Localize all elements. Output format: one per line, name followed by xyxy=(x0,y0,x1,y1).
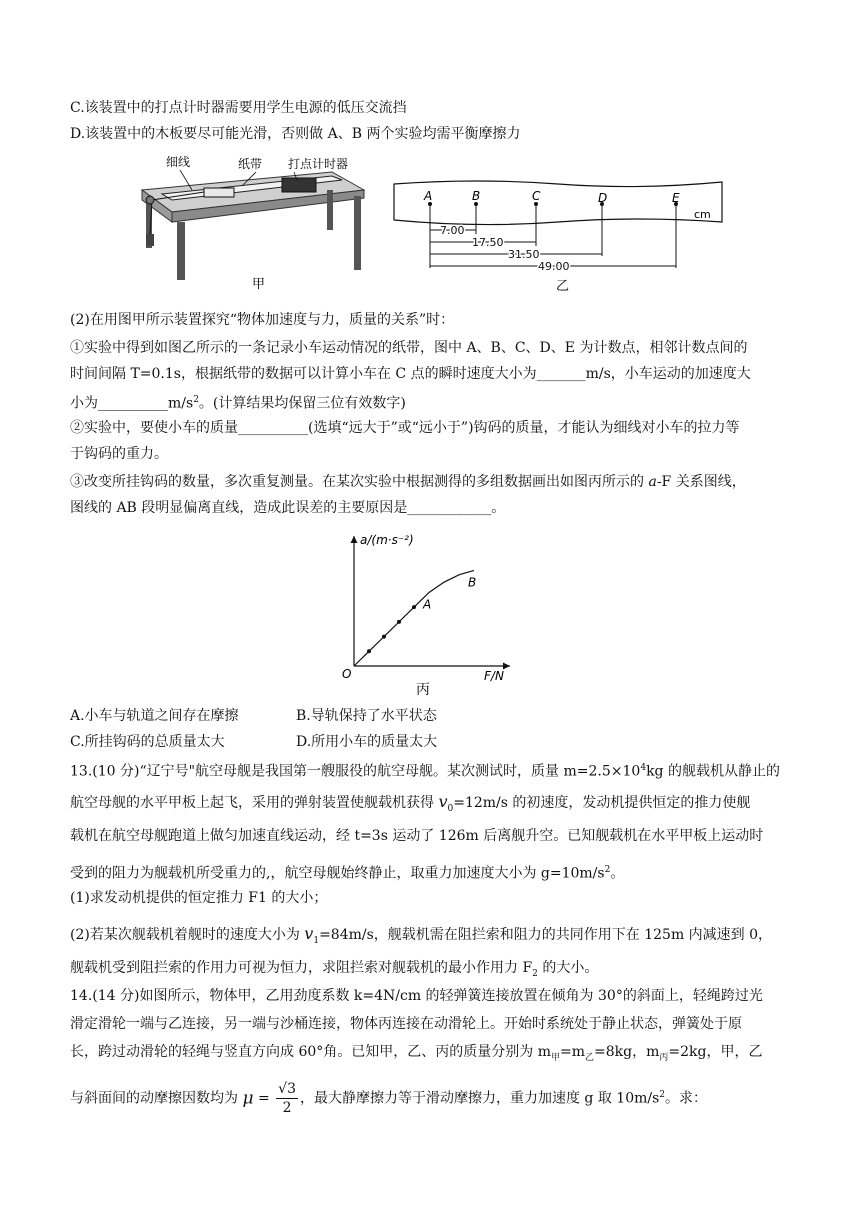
caption-yi: 乙 xyxy=(556,279,570,294)
part2-q1-line1: ①实验中得到如图乙所示的一条记录小车运动情况的纸带，图中 A、B、C、D、E 为计数点，相邻计数点间的 xyxy=(70,340,748,356)
option-d-bottom: D.所用小车的质量太大 xyxy=(296,734,438,750)
y-axis-label: a/(m·s⁻²) xyxy=(360,533,414,547)
dist-ae: 49.00 xyxy=(538,260,570,273)
part2-q3-line1: ③改变所挂钩码的数量，多次重复测量。在某次实验中根据测得的多组数据画出如图丙所示的 a-F 关系图线， xyxy=(70,474,746,490)
data-point xyxy=(382,635,386,639)
tape-label-e: E xyxy=(672,191,680,205)
q13-line4: 受到的阻力为舰载机所受重力的,，航空母舰始终静止，取重力加速度大小为 $g=10m/s^2$。 xyxy=(70,865,625,882)
tape-label-d: D xyxy=(598,191,608,205)
data-point xyxy=(397,620,401,624)
option-b-bottom: B.导轨保持了水平状态 xyxy=(296,708,437,724)
mu-fraction: $\frac{√3}{2}$ xyxy=(278,1081,296,1116)
part2-q1-line3: 小为$\_\_\_\_\_\_\_\_\_\_m/s^2$。(计算结果均保留三位有效数字) xyxy=(70,395,406,412)
q14-line1: 14.(14 分)如图所示，物体甲，乙用劲度系数 k=4N/cm 的轻弹簧连接放置在倾角为 30°的斜面上，轻绳跨过光 xyxy=(70,988,763,1004)
point-a-label: A xyxy=(423,597,432,612)
figure-apparatus xyxy=(132,150,372,292)
part2-q1-line2: 时间间隔 T=0.1s，根据纸带的数据可以计算小车在 C 点的瞬时速度大小为_______m/s，小车运动的加速度大 xyxy=(70,366,751,382)
part2-q3-line2: 图线的 AB 段明显偏离直线，造成此误差的主要原因是____________。 xyxy=(70,500,506,516)
q14-line3: 长，跨过动滑轮的轻绳与竖直方向成 60°角。已知甲，乙、丙的质量分别为 $m_甲=m_乙=8kg$，$m_丙=2kg$，甲，乙 xyxy=(70,1044,763,1063)
origin-label: O xyxy=(342,667,352,681)
q13-sub2: (2)若某次舰载机着舰时的速度大小为 $v_1=84m/s$，舰载机需在阻拦索和阻力的共同作用下在 125m 内减速到 0， xyxy=(70,924,773,946)
tape-label-a: A xyxy=(424,189,433,203)
dist-ac: 17.50 xyxy=(472,236,504,249)
tape-unit: cm xyxy=(694,208,711,221)
chart-caption: 丙 xyxy=(416,682,430,698)
q13-line3: 载机在航空母舰跑道上做匀加速直线运动，经 t=3s 运动了 126m 后离舰升空。已知舰载机在水平甲板上运动时 xyxy=(70,828,764,844)
tape-label-b: B xyxy=(472,189,481,203)
x-axis-label: F/N xyxy=(484,669,504,683)
q14-line4: 与斜面间的动摩擦因数均为 μ = $\frac{√3}{2}$ ，最大静摩擦力等于滑动摩擦力，重力加速度 g 取 $10m/s^2$。求： xyxy=(70,1081,708,1116)
data-point xyxy=(412,605,416,609)
option-c-top: C.该装置中的打点计时器需要用学生电源的低压交流挡 xyxy=(70,100,407,116)
dist-ad: 31.50 xyxy=(508,248,540,261)
part2-q2-line2: 于钩码的重力。 xyxy=(70,446,168,462)
q13-sub2-line2: 舰载机受到阻拦索的作用力可视为恒力，求阻拦索对舰载机的最小作用力 $F_2$ 的大小。 xyxy=(70,960,599,979)
label-timer: 打点计时器 xyxy=(288,157,349,171)
option-a-bottom: A.小车与轨道之间存在摩擦 xyxy=(70,708,239,724)
q13-line2: 航空母舰的水平甲板上起飞，采用的弹射装置使舰载机获得 $v_0=12m/s$ 的初速度，发动机提供恒定的推力使舰 xyxy=(70,792,751,814)
q13-line1: 13.(10 分)“辽宁号"航空母舰是我国第一艘服役的航空母舰。某次测试时，质量 $m=2.5\times 10^4kg$ 的舰载机从静止的 xyxy=(70,763,780,780)
option-d-top: D.该装置中的木板要尽可能光滑，否则做 A、B 两个实验均需平衡摩擦力 xyxy=(70,126,521,142)
option-c-bottom: C.所挂钩码的总质量太大 xyxy=(70,734,225,750)
caption-jia: 甲 xyxy=(252,277,266,292)
part2-intro: (2)在用图甲所示装置探究“物体加速度与力，质量的关系”时： xyxy=(70,312,455,328)
label-string: 细线 xyxy=(166,155,191,169)
tape-label-c: C xyxy=(532,189,541,203)
data-point xyxy=(367,649,371,653)
part2-q2-line1: ②实验中，要使小车的质量__________(选填“远大于”或“远小于”)钩码的质量，才能认为细线对小车的拉力等 xyxy=(70,420,740,436)
chart-a-f xyxy=(320,528,520,698)
label-tape: 纸带 xyxy=(238,157,263,171)
figure-tape xyxy=(388,176,728,294)
a-f-curve xyxy=(354,570,477,666)
dist-ab: 7.00 xyxy=(440,224,465,237)
point-b-label: B xyxy=(468,575,477,590)
q14-line2: 滑定滑轮一端与乙连接，另一端与沙桶连接，物体丙连接在动滑轮上。开始时系统处于静止状态，弹簧处于原 xyxy=(70,1016,742,1032)
q13-sub1: (1)求发动机提供的恒定推力 F1 的大小； xyxy=(70,890,328,906)
